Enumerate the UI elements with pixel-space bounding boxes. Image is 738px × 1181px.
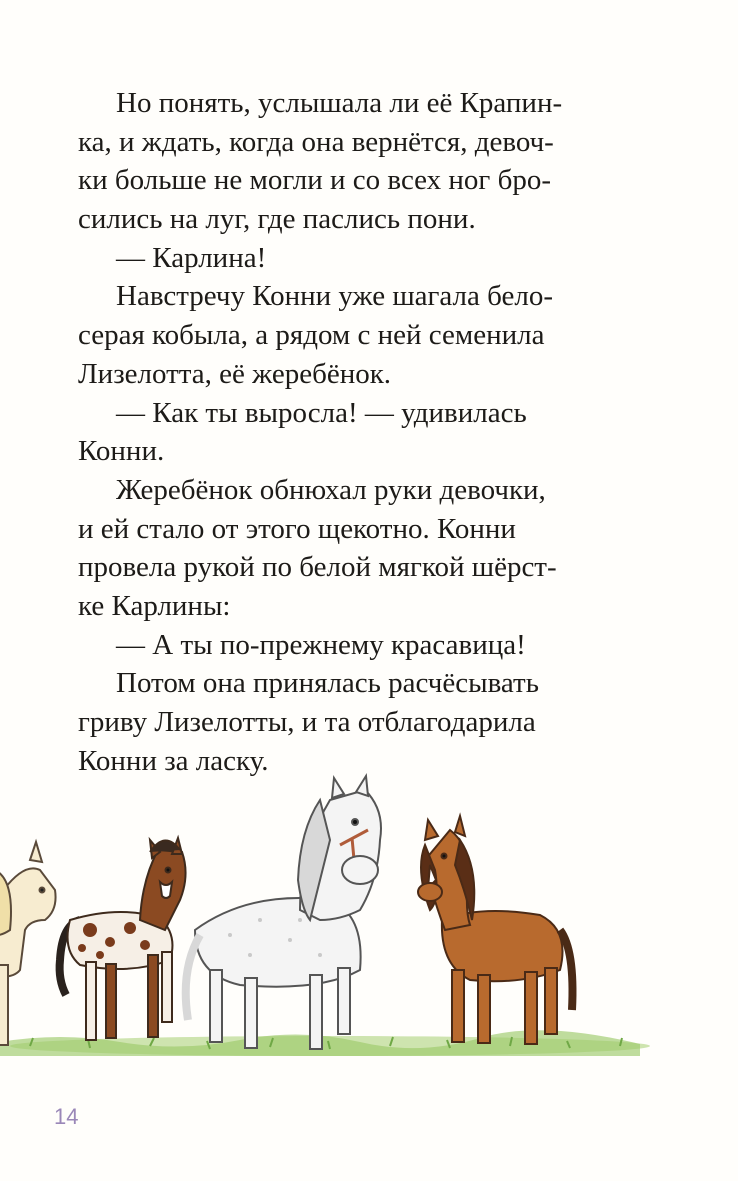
brown-horse bbox=[418, 816, 573, 1044]
text-line: и ей стало от этого щекотно. Конни bbox=[78, 512, 516, 545]
text-line: Потом она принялась расчёсывать bbox=[116, 667, 539, 700]
text-line: провела рукой по белой мягкой шёрст- bbox=[78, 551, 557, 584]
text-line: Конни за ласку. bbox=[78, 744, 269, 777]
page-number: 14 bbox=[54, 1104, 79, 1129]
white-horse bbox=[186, 776, 381, 1049]
text-line: Конни. bbox=[78, 435, 165, 468]
cream-horse bbox=[0, 842, 56, 1045]
text-line: Жеребёнок обнюхал руки девочки, bbox=[116, 473, 546, 506]
spotted-foal bbox=[60, 838, 186, 1040]
horses-illustration bbox=[0, 770, 738, 1100]
text-line: ки больше не могли и со всех ног бро- bbox=[78, 164, 551, 197]
text-line: Лизелотта, её жеребёнок. bbox=[78, 357, 392, 390]
text-line: — Как ты выросла! — удивилась bbox=[116, 396, 527, 429]
text-line: серая кобыла, а рядом с ней семенила bbox=[78, 319, 545, 352]
text-line: — А ты по-прежнему красавица! bbox=[116, 628, 526, 661]
text-line: — Карлина! bbox=[116, 241, 267, 274]
text-line: ке Карлины: bbox=[78, 589, 231, 622]
text-line: Навстречу Конни уже шагала бело- bbox=[116, 280, 554, 313]
text-line: гриву Лизелотты, и та отблагодарила bbox=[78, 706, 536, 738]
page-text bbox=[78, 84, 618, 780]
text-line: ка, и ждать, когда она вернётся, девоч- bbox=[78, 125, 554, 158]
text-line: Но понять, услышала ли её Крапин- bbox=[116, 87, 563, 119]
text-line: сились на луг, где паслись пони. bbox=[78, 203, 476, 236]
